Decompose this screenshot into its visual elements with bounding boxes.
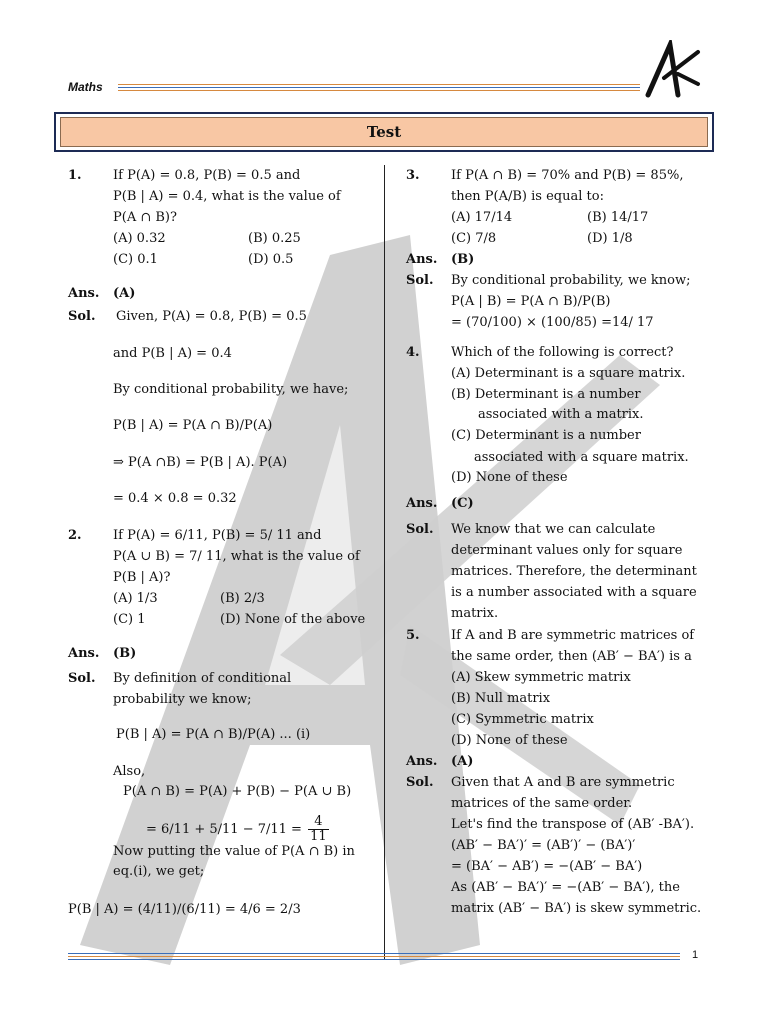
q5-solution-line: Given that A and B are symmetric <box>451 775 675 790</box>
column-divider <box>384 165 385 960</box>
footer-rule <box>68 959 680 960</box>
q4-solution-line: determinant values only for square <box>451 543 683 558</box>
q2-option-b: (B) 2/3 <box>220 591 265 606</box>
q3-option-d: (D) 1/8 <box>587 231 633 246</box>
q2-text: P(A ∪ B) = 7/ 11, what is the value of <box>113 549 360 564</box>
q5-number: 5. <box>406 628 420 643</box>
q2-solution-line: probability we know; <box>113 692 252 707</box>
q5-option-c: (C) Symmetric matrix <box>451 712 594 727</box>
q5-option-a: (A) Skew symmetric matrix <box>451 670 631 685</box>
q1-solution-line: = 0.4 × 0.8 = 0.32 <box>113 491 237 506</box>
header-rule <box>118 90 640 91</box>
q5-solution-line: = (BA′ − AB′) = −(AB′ − BA′) <box>451 859 643 874</box>
q2-option-a: (A) 1/3 <box>113 591 158 606</box>
q1-option-a: (A) 0.32 <box>113 231 166 246</box>
q2-equation: = 6/11 + 5/11 − 7/11 = <box>146 822 302 837</box>
q2-answer: (B) <box>113 646 137 661</box>
q5-solution-line: As (AB′ − BA′)′ = −(AB′ − BA′), the <box>451 880 680 895</box>
q5-text: the same order, then (AB′ − BA′) is a <box>451 649 692 664</box>
fraction <box>308 815 329 844</box>
q5-solution-line: (AB′ − BA′)′ = (AB′)′ − (BA′)′ <box>451 838 636 853</box>
header-rule <box>118 84 640 85</box>
q2-solution-line: P(B | A) = P(A ∩ B)/P(A) ... (i) <box>116 727 311 742</box>
q5-solution-line: matrices of the same order. <box>451 796 633 811</box>
q4-option-a: (A) Determinant is a square matrix. <box>451 366 686 381</box>
q4-option-c: (C) Determinant is a number <box>451 428 641 443</box>
footer-rule <box>68 953 680 954</box>
q3-solution-line: = (70/100) × (100/85) =14/ 17 <box>451 315 654 330</box>
q1-text: P(A ∩ B)? <box>113 210 177 225</box>
page-title: Test <box>60 117 708 147</box>
brand-logo <box>640 40 704 100</box>
q2-solution-line: P(A ∩ B) = P(A) + P(B) − P(A ∪ B) <box>123 784 352 799</box>
q3-solution-line: By conditional probability, we know; <box>451 273 691 288</box>
q4-solution-line: is a number associated with a square <box>451 585 697 600</box>
q3-option-b: (B) 14/17 <box>587 210 649 225</box>
q2-text: P(B | A)? <box>113 570 171 585</box>
q1-text: If P(A) = 0.8, P(B) = 0.5 and <box>113 168 301 183</box>
q2-solution-line <box>146 815 331 844</box>
page-number: 1 <box>692 949 699 961</box>
q5-text: If A and B are symmetric matrices of <box>451 628 695 643</box>
fraction-numerator: 4 <box>308 815 329 830</box>
q3-solution-line: P(A | B) = P(A ∩ B)/P(B) <box>451 294 611 309</box>
header-rule <box>118 87 640 88</box>
q3-text: then P(A/B) is equal to: <box>451 189 604 204</box>
q4-sol-label: Sol. <box>406 522 434 537</box>
q3-ans-label: Ans. <box>406 252 438 267</box>
q2-sol-label: Sol. <box>68 671 96 686</box>
q1-text: P(B | A) = 0.4, what is the value of <box>113 189 341 204</box>
q1-option-c: (C) 0.1 <box>113 252 158 267</box>
q1-ans-label: Ans. <box>68 286 100 301</box>
q3-text: If P(A ∩ B) = 70% and P(B) = 85%, <box>451 168 684 183</box>
q4-option-c-cont: associated with a square matrix. <box>474 450 689 465</box>
q2-number: 2. <box>68 528 82 543</box>
q1-solution-line: Given, P(A) = 0.8, P(B) = 0.5 <box>116 309 307 324</box>
fraction-denominator: 11 <box>310 829 327 844</box>
q2-ans-label: Ans. <box>68 646 100 661</box>
q4-option-b-cont: associated with a matrix. <box>478 407 644 422</box>
q1-option-b: (B) 0.25 <box>248 231 301 246</box>
q5-option-b: (B) Null matrix <box>451 691 551 706</box>
q5-option-d: (D) None of these <box>451 733 568 748</box>
q1-sol-label: Sol. <box>68 309 96 324</box>
q2-solution-line: P(B | A) = (4/11)/(6/11) = 4/6 = 2/3 <box>68 902 301 917</box>
q1-answer: (A) <box>113 286 136 301</box>
q4-option-d: (D) None of these <box>451 470 568 485</box>
q1-number: 1. <box>68 168 82 183</box>
q5-ans-label: Ans. <box>406 754 438 769</box>
q3-sol-label: Sol. <box>406 273 434 288</box>
q1-solution-line: P(B | A) = P(A ∩ B)/P(A) <box>113 418 273 433</box>
q3-option-a: (A) 17/14 <box>451 210 513 225</box>
q5-solution-line: matrix (AB′ − BA′) is skew symmetric. <box>451 901 702 916</box>
q3-number: 3. <box>406 168 420 183</box>
footer-rule <box>68 956 680 957</box>
subject-label: Maths <box>68 80 103 94</box>
q2-option-d: (D) None of the above <box>220 612 366 627</box>
q5-answer: (A) <box>451 754 474 769</box>
q1-solution-line: ⇒ P(A ∩B) = P(B | A). P(A) <box>113 455 288 470</box>
q5-sol-label: Sol. <box>406 775 434 790</box>
q2-solution-line: Also, <box>113 764 146 779</box>
q2-solution-line: eq.(i), we get; <box>113 864 205 879</box>
q3-option-c: (C) 7/8 <box>451 231 497 246</box>
q4-solution-line: matrix. <box>451 606 499 621</box>
q4-answer: (C) <box>451 496 474 511</box>
q2-option-c: (C) 1 <box>113 612 146 627</box>
q1-option-d: (D) 0.5 <box>248 252 294 267</box>
q4-ans-label: Ans. <box>406 496 438 511</box>
q4-solution-line: We know that we can calculate <box>451 522 656 537</box>
q4-option-b: (B) Determinant is a number <box>451 387 641 402</box>
q4-number: 4. <box>406 345 420 360</box>
q2-text: If P(A) = 6/11, P(B) = 5/ 11 and <box>113 528 322 543</box>
q4-text: Which of the following is correct? <box>451 345 674 360</box>
q1-solution-line: By conditional probability, we have; <box>113 382 349 397</box>
q3-answer: (B) <box>451 252 475 267</box>
q2-solution-line: By definition of conditional <box>113 671 292 686</box>
q1-solution-line: and P(B | A) = 0.4 <box>113 346 232 361</box>
q2-solution-line: Now putting the value of P(A ∩ B) in <box>113 844 355 859</box>
q5-solution-line: Let's find the transpose of (AB′ -BA′). <box>451 817 695 832</box>
q4-solution-line: matrices. Therefore, the determinant <box>451 564 697 579</box>
